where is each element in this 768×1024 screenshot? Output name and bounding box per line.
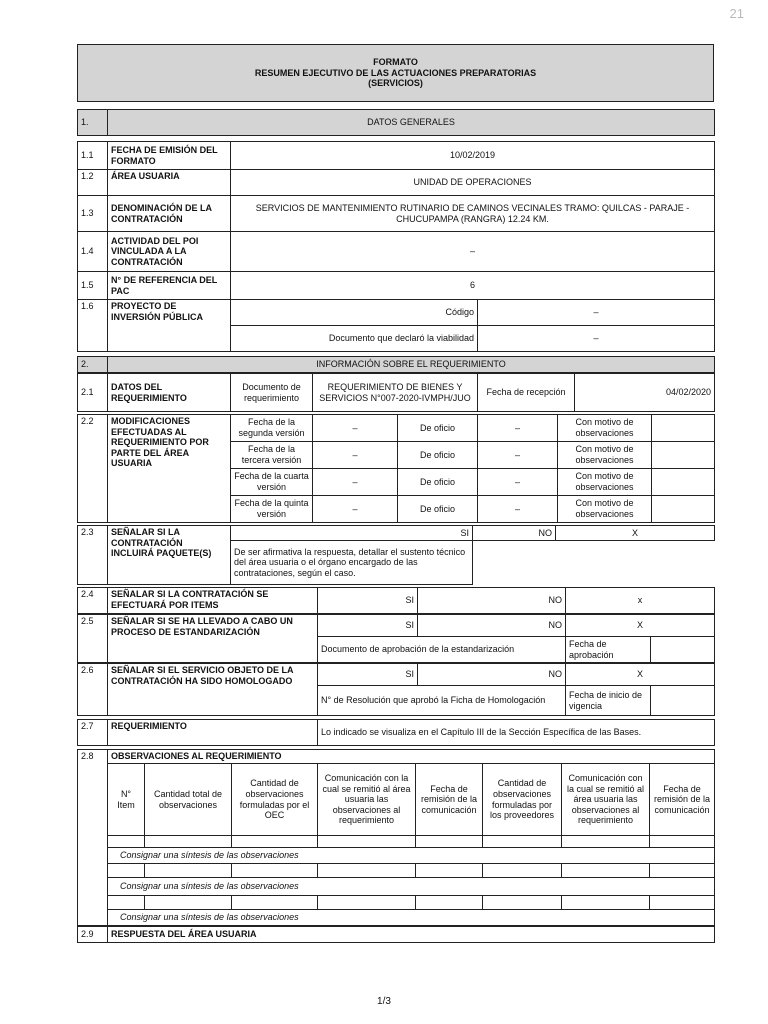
row-1-5-number: 1.5 <box>78 272 108 300</box>
de-oficio-label: De oficio <box>398 496 478 523</box>
row-2-2 <box>77 414 715 523</box>
con-motivo-label: Con motivo de observaciones <box>558 442 652 469</box>
codigo-value: – <box>478 300 715 326</box>
no-label: NO <box>418 615 566 637</box>
row-2-7-label: REQUERIMIENTO <box>108 720 318 746</box>
table-cell <box>108 836 145 848</box>
row-1-6-label: PROYECTO DE INVERSIÓN PÚBLICA <box>108 300 231 352</box>
de-oficio-label: De oficio <box>398 469 478 496</box>
no-mark: x <box>566 588 715 614</box>
de-oficio-value: – <box>478 496 558 523</box>
form-header <box>77 44 714 102</box>
no-label: NO <box>418 664 566 686</box>
table-cell <box>232 864 318 878</box>
version-fecha-label: Fecha de la segunda versión <box>231 415 313 442</box>
corner-mark: 21 <box>729 6 744 21</box>
row-1-3-number: 1.3 <box>78 196 108 232</box>
row-2-6-label: SEÑALAR SI EL SERVICIO OBJETO DE LA CONTRATACIÓN HA SIDO HOMOLOGADO <box>108 664 318 716</box>
no-label: NO <box>418 588 566 614</box>
de-oficio-value: – <box>478 469 558 496</box>
no-mark: X <box>566 615 715 637</box>
row-2-1-number: 2.1 <box>78 374 108 412</box>
row-1-1-label: FECHA DE EMISIÓN DEL FORMATO <box>108 142 231 170</box>
table-cell <box>108 864 145 878</box>
paquete-note: De ser afirmativa la respuesta, detallar el sustento técnico del área usuaria o el órgano encargado de las contrataciones, según el caso. <box>231 541 473 585</box>
table-cell <box>650 864 715 878</box>
denominacion-value: SERVICIOS DE MANTENIMIENTO RUTINARIO DE CAMINOS VECINALES TRAMO: QUILCAS - PARAJE - CHUCUPAMPA (RANGRA) 12.24 KM. <box>231 196 715 232</box>
row-2-5-number: 2.5 <box>78 615 108 663</box>
col-header: Cantidad de observaciones formuladas por los proveedores <box>483 764 562 836</box>
col-header: Fecha de remisión de la comunicación <box>650 764 715 836</box>
row-1-6-number: 1.6 <box>78 300 108 352</box>
row-1-1-number: 1.1 <box>78 142 108 170</box>
row-1-4-label: ACTIVIDAD DEL POI VINCULADA A LA CONTRATACIÓN <box>108 232 231 272</box>
col-header: N° Item <box>108 764 145 836</box>
estandarizacion-doc-label: Documento de aprobación de la estandarización <box>318 637 566 663</box>
table-cell <box>145 864 232 878</box>
header-line-1: FORMATO <box>373 57 418 68</box>
row-2-9-label: RESPUESTA DEL ÁREA USUARIA <box>108 927 715 943</box>
table-cell <box>232 896 318 910</box>
de-oficio-value: – <box>478 415 558 442</box>
viabilidad-label: Documento que declaró la viabilidad <box>231 326 478 352</box>
codigo-label: Código <box>231 300 478 326</box>
row-2-9-number: 2.9 <box>78 927 108 943</box>
row-2-4-number: 2.4 <box>78 588 108 614</box>
no-mark: X <box>566 664 715 686</box>
table-cell <box>483 864 562 878</box>
form-sheet <box>77 44 714 943</box>
table-cell <box>108 896 145 910</box>
table-cell <box>416 836 483 848</box>
row-2-7 <box>77 719 715 746</box>
section-1-number: 1. <box>78 110 108 136</box>
row-2-8 <box>77 749 715 926</box>
con-motivo-label: Con motivo de observaciones <box>558 469 652 496</box>
de-oficio-label: De oficio <box>398 442 478 469</box>
row-2-3 <box>77 525 715 585</box>
table-cell <box>483 836 562 848</box>
row-2-1 <box>77 373 715 412</box>
table-cell <box>318 864 416 878</box>
row-1-2-number: 1.2 <box>78 170 108 196</box>
table-cell <box>416 896 483 910</box>
homologacion-res-label: N° de Resolución que aprobó la Ficha de Homologación <box>318 686 566 716</box>
area-usuaria-value: UNIDAD DE OPERACIONES <box>231 170 715 196</box>
con-motivo-label: Con motivo de observaciones <box>558 415 652 442</box>
col-header: Cantidad total de observaciones <box>145 764 232 836</box>
sintesis-row: Consignar una síntesis de las observaciones <box>108 910 715 926</box>
row-2-6-number: 2.6 <box>78 664 108 716</box>
version-fecha-value: – <box>313 496 398 523</box>
con-motivo-label: Con motivo de observaciones <box>558 496 652 523</box>
sintesis-row: Consignar una síntesis de las observaciones <box>108 848 715 864</box>
section-1-title: DATOS GENERALES <box>108 110 715 136</box>
si-label: SI <box>318 664 418 686</box>
col-header: Fecha de remisión de la comunicación <box>416 764 483 836</box>
header-line-3: (SERVICIOS) <box>368 78 423 89</box>
fecha-recepcion-value: 04/02/2020 <box>575 374 715 412</box>
documento-requerimiento-value: REQUERIMIENTO DE BIENES Y SERVICIOS N°007-2020-IVMPH/JUO <box>313 374 478 412</box>
sintesis-row: Consignar una síntesis de las observaciones <box>108 878 715 896</box>
si-label: SI <box>318 588 418 614</box>
row-1-5-label: N° DE REFERENCIA DEL PAC <box>108 272 231 300</box>
referencia-pac-value: 6 <box>231 272 715 300</box>
row-2-1-label: DATOS DEL REQUERIMIENTO <box>108 374 231 412</box>
table-cell <box>650 896 715 910</box>
row-2-3-number: 2.3 <box>78 526 108 585</box>
fecha-recepcion-label: Fecha de recepción <box>478 374 575 412</box>
row-2-2-label: MODIFICACIONES EFECTUADAS AL REQUERIMIENTO POR PARTE DEL ÁREA USUARIA <box>108 415 231 523</box>
de-oficio-label: De oficio <box>398 415 478 442</box>
con-motivo-value <box>652 496 715 523</box>
table-cell <box>318 836 416 848</box>
row-2-4-label: SEÑALAR SI LA CONTRATACIÓN SE EFECTUARÁ POR ITEMS <box>108 588 318 614</box>
estandarizacion-fecha-label: Fecha de aprobación <box>566 637 651 663</box>
row-1-3-label: DENOMINACIÓN DE LA CONTRATACIÓN <box>108 196 231 232</box>
viabilidad-value: – <box>478 326 715 352</box>
row-1-2-label: ÁREA USUARIA <box>108 170 231 196</box>
requerimiento-value: Lo indicado se visualiza en el Capítulo III de la Sección Específica de las Bases. <box>318 720 715 746</box>
row-2-8-label: OBSERVACIONES AL REQUERIMIENTO <box>108 750 715 764</box>
documento-requerimiento-label: Documento de requerimiento <box>231 374 313 412</box>
table-cell <box>562 896 650 910</box>
col-header: Comunicación con la cual se remitió al área usuaria las observaciones al requerimiento <box>562 764 650 836</box>
table-cell <box>562 864 650 878</box>
no-label: NO <box>473 526 556 541</box>
table-cell <box>232 836 318 848</box>
section-2-title: INFORMACIÓN SOBRE EL REQUERIMIENTO <box>108 357 715 373</box>
header-line-2: RESUMEN EJECUTIVO DE LAS ACTUACIONES PREPARATORIAS <box>254 67 537 78</box>
col-header: Cantidad de observaciones formuladas por el OEC <box>232 764 318 836</box>
version-fecha-label: Fecha de la cuarta versión <box>231 469 313 496</box>
version-fecha-label: Fecha de la quinta versión <box>231 496 313 523</box>
fecha-emision-value: 10/02/2019 <box>231 142 715 170</box>
blank-cell <box>473 541 715 585</box>
no-mark: X <box>556 526 715 541</box>
row-1-4-number: 1.4 <box>78 232 108 272</box>
table-cell <box>562 836 650 848</box>
row-2-9 <box>77 926 715 943</box>
version-fecha-value: – <box>313 469 398 496</box>
actividad-poi-value: – <box>231 232 715 272</box>
row-2-2-number: 2.2 <box>78 415 108 523</box>
si-label: SI <box>231 526 473 541</box>
de-oficio-value: – <box>478 442 558 469</box>
col-header: Comunicación con la cual se remitió al área usuaria las observaciones al requerimiento <box>318 764 416 836</box>
table-cell <box>145 836 232 848</box>
section-1 <box>77 109 715 373</box>
row-2-4 <box>77 587 715 614</box>
table-cell <box>416 864 483 878</box>
table-cell <box>145 896 232 910</box>
table-cell <box>483 896 562 910</box>
con-motivo-value <box>652 442 715 469</box>
table-cell <box>318 896 416 910</box>
row-2-3-label: SEÑALAR SI LA CONTRATACIÓN INCLUIRÁ PAQUETE(S) <box>108 526 231 585</box>
table-cell <box>650 836 715 848</box>
si-label: SI <box>318 615 418 637</box>
row-2-6 <box>77 663 715 716</box>
estandarizacion-fecha-value <box>651 637 715 663</box>
row-2-7-number: 2.7 <box>78 720 108 746</box>
con-motivo-value <box>652 415 715 442</box>
homologacion-fecha-label: Fecha de inicio de vigencia <box>566 686 651 716</box>
version-fecha-label: Fecha de la tercera versión <box>231 442 313 469</box>
homologacion-fecha-value <box>651 686 715 716</box>
row-2-5 <box>77 614 715 663</box>
version-fecha-value: – <box>313 415 398 442</box>
row-2-8-number: 2.8 <box>78 750 108 926</box>
page-number: 1/3 <box>377 996 391 1007</box>
section-2-number: 2. <box>78 357 108 373</box>
con-motivo-value <box>652 469 715 496</box>
row-2-5-label: SEÑALAR SI SE HA LLEVADO A CABO UN PROCESO DE ESTANDARIZACIÓN <box>108 615 318 663</box>
version-fecha-value: – <box>313 442 398 469</box>
